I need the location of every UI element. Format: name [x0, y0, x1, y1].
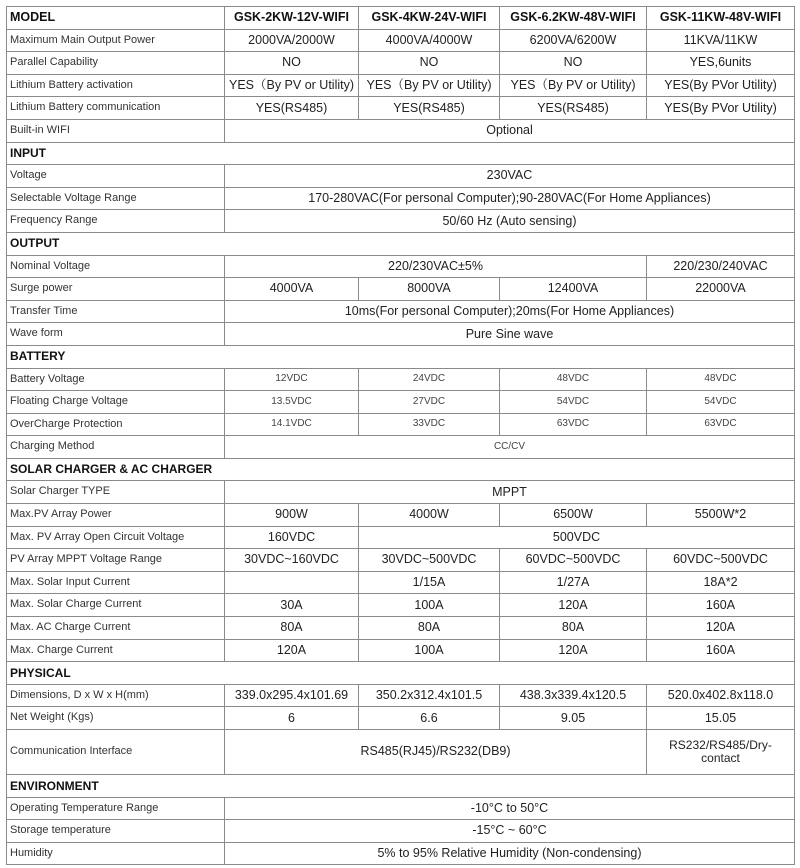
spec-value: 30VDC~160VDC — [225, 549, 359, 572]
spec-value: 80A — [225, 617, 359, 640]
spec-value: 120A — [647, 617, 795, 640]
spec-value: 1/27A — [500, 571, 647, 594]
spec-value: 500VDC — [359, 526, 795, 549]
spec-label: Floating Charge Voltage — [7, 391, 225, 414]
spec-row — [7, 526, 795, 549]
spec-value — [225, 571, 359, 594]
spec-value: RS485(RJ45)/RS232(DB9) — [225, 730, 647, 775]
spec-value: 6500W — [500, 504, 647, 527]
spec-label: Max. Charge Current — [7, 639, 225, 662]
spec-value: 60VDC~500VDC — [647, 549, 795, 572]
spec-value: Pure Sine wave — [225, 323, 795, 346]
spec-row — [7, 684, 795, 707]
spec-value: 120A — [500, 594, 647, 617]
spec-row — [7, 730, 795, 775]
spec-row — [7, 74, 795, 97]
spec-value: 30A — [225, 594, 359, 617]
section-title: ENVIRONMENT — [7, 775, 795, 798]
spec-value: NO — [225, 52, 359, 75]
spec-row — [7, 594, 795, 617]
section-title: PHYSICAL — [7, 662, 795, 685]
spec-value: YES（By PV or Utility) — [500, 74, 647, 97]
spec-value: CC/CV — [225, 436, 795, 459]
spec-value: 33VDC — [359, 413, 500, 436]
spec-row — [7, 300, 795, 323]
spec-label: Max. PV Array Open Circuit Voltage — [7, 526, 225, 549]
spec-row — [7, 368, 795, 391]
spec-row — [7, 210, 795, 233]
spec-row — [7, 391, 795, 414]
spec-value: MPPT — [225, 481, 795, 504]
spec-value: 4000W — [359, 504, 500, 527]
spec-value: 11KVA/11KW — [647, 29, 795, 52]
spec-value: -10°C to 50°C — [225, 797, 795, 820]
spec-table — [6, 6, 795, 865]
spec-row — [7, 187, 795, 210]
section-header-row — [7, 232, 795, 255]
model-name: GSK-2KW-12V-WIFI — [225, 7, 359, 30]
section-title: INPUT — [7, 142, 795, 165]
spec-label: Net Weight (Kgs) — [7, 707, 225, 730]
spec-label: Maximum Main Output Power — [7, 29, 225, 52]
spec-row — [7, 119, 795, 142]
spec-value: 220/230/240VAC — [647, 255, 795, 278]
spec-value: 6.6 — [359, 707, 500, 730]
spec-label: Surge power — [7, 278, 225, 301]
spec-label: Dimensions, D x W x H(mm) — [7, 684, 225, 707]
spec-value: 48VDC — [500, 368, 647, 391]
spec-row — [7, 97, 795, 120]
spec-label: Frequency Range — [7, 210, 225, 233]
spec-value: 350.2x312.4x101.5 — [359, 684, 500, 707]
spec-value: 15.05 — [647, 707, 795, 730]
spec-value: 4000VA — [225, 278, 359, 301]
spec-label: OverCharge Protection — [7, 413, 225, 436]
spec-value: 160A — [647, 594, 795, 617]
spec-value: YES,6units — [647, 52, 795, 75]
spec-value: 120A — [225, 639, 359, 662]
spec-label: PV Array MPPT Voltage Range — [7, 549, 225, 572]
spec-label: Battery Voltage — [7, 368, 225, 391]
spec-row — [7, 255, 795, 278]
spec-value: 438.3x339.4x120.5 — [500, 684, 647, 707]
spec-row — [7, 278, 795, 301]
spec-value: 1/15A — [359, 571, 500, 594]
spec-value: 900W — [225, 504, 359, 527]
spec-value: 30VDC~500VDC — [359, 549, 500, 572]
section-header-row — [7, 662, 795, 685]
spec-value: NO — [359, 52, 500, 75]
model-name: GSK-4KW-24V-WIFI — [359, 7, 500, 30]
spec-row — [7, 29, 795, 52]
model-name: GSK-6.2KW-48V-WIFI — [500, 7, 647, 30]
spec-row — [7, 842, 795, 865]
spec-value: 4000VA/4000W — [359, 29, 500, 52]
section-title: BATTERY — [7, 345, 795, 368]
spec-label: Wave form — [7, 323, 225, 346]
spec-value: 160A — [647, 639, 795, 662]
section-header-row — [7, 458, 795, 481]
spec-label: Humidity — [7, 842, 225, 865]
spec-value: 100A — [359, 639, 500, 662]
spec-label: Lithium Battery activation — [7, 74, 225, 97]
spec-value: 24VDC — [359, 368, 500, 391]
spec-row — [7, 820, 795, 843]
spec-value: YES(RS485) — [359, 97, 500, 120]
spec-value: 12400VA — [500, 278, 647, 301]
spec-value: YES(RS485) — [225, 97, 359, 120]
spec-value: 6200VA/6200W — [500, 29, 647, 52]
spec-label: Voltage — [7, 165, 225, 188]
spec-value: 339.0x295.4x101.69 — [225, 684, 359, 707]
spec-value: 12VDC — [225, 368, 359, 391]
spec-value: 60VDC~500VDC — [500, 549, 647, 572]
spec-value: 14.1VDC — [225, 413, 359, 436]
spec-value: YES(By PVor Utility) — [647, 74, 795, 97]
spec-value: 48VDC — [647, 368, 795, 391]
section-header-row — [7, 345, 795, 368]
spec-value: 5500W*2 — [647, 504, 795, 527]
spec-value: 27VDC — [359, 391, 500, 414]
spec-row — [7, 504, 795, 527]
spec-value: 54VDC — [647, 391, 795, 414]
spec-row — [7, 413, 795, 436]
spec-value: 54VDC — [500, 391, 647, 414]
spec-row — [7, 639, 795, 662]
section-header-row — [7, 142, 795, 165]
spec-row — [7, 571, 795, 594]
spec-value: 5% to 95% Relative Humidity (Non-condensing) — [225, 842, 795, 865]
model-name: GSK-11KW-48V-WIFI — [647, 7, 795, 30]
spec-table-body — [7, 7, 795, 865]
spec-value: Optional — [225, 119, 795, 142]
spec-value: 520.0x402.8x118.0 — [647, 684, 795, 707]
spec-label: Parallel Capability — [7, 52, 225, 75]
spec-value: YES（By PV or Utility) — [359, 74, 500, 97]
spec-label: Max. Solar Charge Current — [7, 594, 225, 617]
section-title: SOLAR CHARGER & AC CHARGER — [7, 458, 795, 481]
spec-value: 63VDC — [647, 413, 795, 436]
spec-label: Charging Method — [7, 436, 225, 459]
spec-row — [7, 323, 795, 346]
spec-label: Built-in WIFI — [7, 119, 225, 142]
spec-value: 120A — [500, 639, 647, 662]
spec-value: 8000VA — [359, 278, 500, 301]
spec-row — [7, 52, 795, 75]
spec-row — [7, 481, 795, 504]
spec-value: 10ms(For personal Computer);20ms(For Home Appliances) — [225, 300, 795, 323]
spec-value: 22000VA — [647, 278, 795, 301]
spec-label: Max.PV Array Power — [7, 504, 225, 527]
spec-value: 18A*2 — [647, 571, 795, 594]
spec-label: Solar Charger TYPE — [7, 481, 225, 504]
spec-label: Max. AC Charge Current — [7, 617, 225, 640]
spec-label: Max. Solar Input Current — [7, 571, 225, 594]
spec-value: 230VAC — [225, 165, 795, 188]
section-title: OUTPUT — [7, 232, 795, 255]
spec-label: Communication Interface — [7, 730, 225, 775]
spec-label: Nominal Voltage — [7, 255, 225, 278]
spec-row — [7, 549, 795, 572]
spec-value: 80A — [500, 617, 647, 640]
spec-value: 160VDC — [225, 526, 359, 549]
spec-value: 170-280VAC(For personal Computer);90-280VAC(For Home Appliances) — [225, 187, 795, 210]
spec-value: RS232/RS485/Dry-contact — [647, 730, 795, 775]
spec-value: 2000VA/2000W — [225, 29, 359, 52]
spec-value: -15°C ~ 60°C — [225, 820, 795, 843]
spec-row — [7, 617, 795, 640]
spec-value: 9.05 — [500, 707, 647, 730]
spec-value: YES（By PV or Utility) — [225, 74, 359, 97]
spec-value: YES(RS485) — [500, 97, 647, 120]
model-header-label: MODEL — [7, 7, 225, 30]
model-header-row — [7, 7, 795, 30]
spec-row — [7, 707, 795, 730]
spec-value: YES(By PVor Utility) — [647, 97, 795, 120]
spec-label: Selectable Voltage Range — [7, 187, 225, 210]
spec-value: 13.5VDC — [225, 391, 359, 414]
spec-value: 6 — [225, 707, 359, 730]
spec-value: 100A — [359, 594, 500, 617]
spec-value: 50/60 Hz (Auto sensing) — [225, 210, 795, 233]
spec-label: Operating Temperature Range — [7, 797, 225, 820]
section-header-row — [7, 775, 795, 798]
spec-value: 63VDC — [500, 413, 647, 436]
spec-label: Lithium Battery communication — [7, 97, 225, 120]
spec-label: Transfer Time — [7, 300, 225, 323]
spec-value: 220/230VAC±5% — [225, 255, 647, 278]
spec-row — [7, 797, 795, 820]
spec-value: NO — [500, 52, 647, 75]
spec-row — [7, 165, 795, 188]
spec-label: Storage temperature — [7, 820, 225, 843]
spec-value: 80A — [359, 617, 500, 640]
spec-row — [7, 436, 795, 459]
